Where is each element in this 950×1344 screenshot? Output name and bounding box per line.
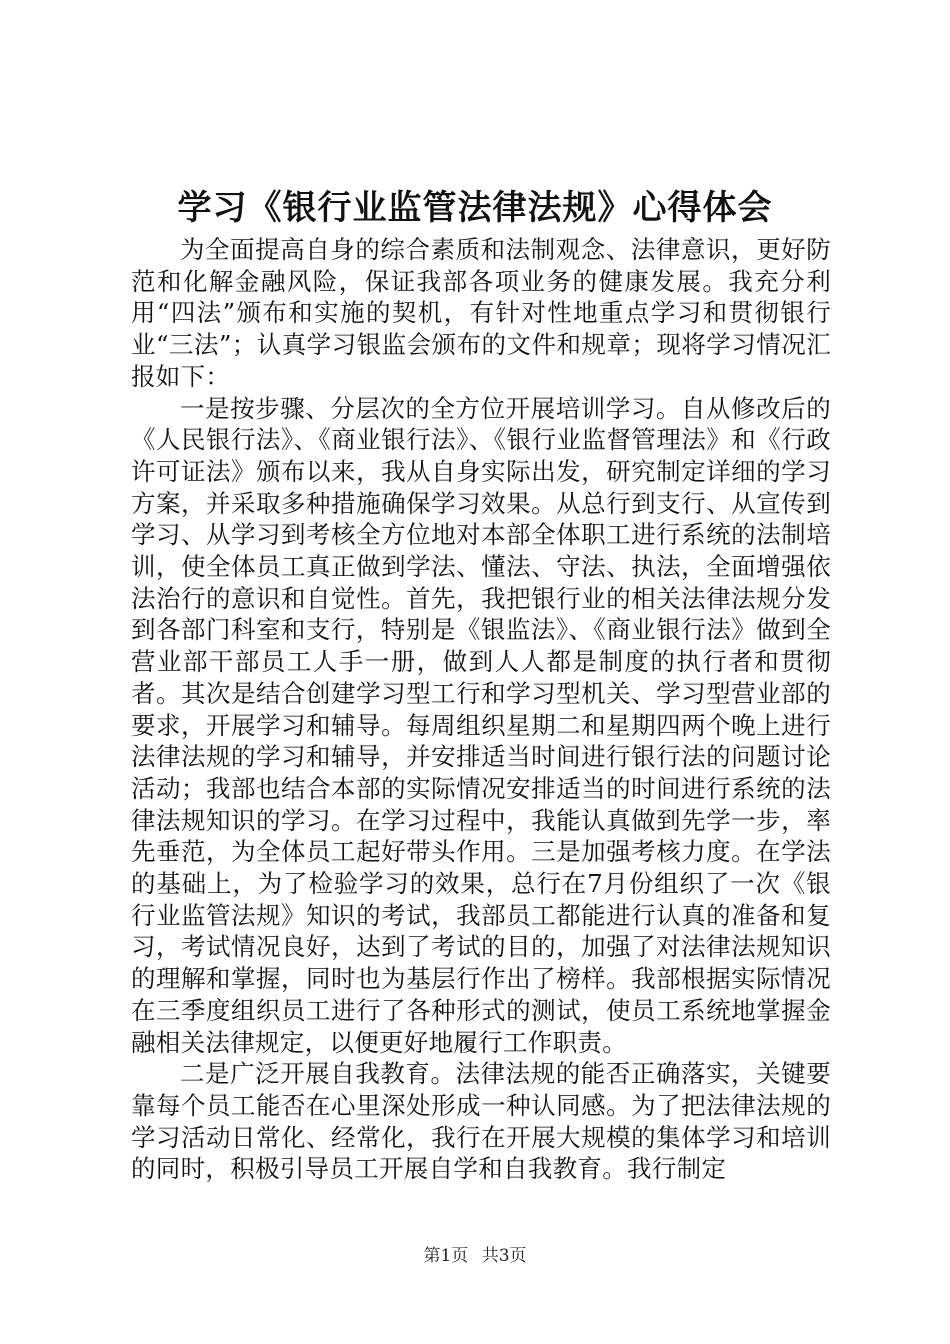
paragraph-point-two: 二是广泛开展自我教育。法律法规的能否正确落实，关键要靠每个员工能否在心里深处形成一种认同感。为了把法律法规的学习活动日常化、经常化，我行在开展大规模的集体学习和培训的同时，积极引导员工开展自学和自我教育。我行制定 — [131, 1059, 831, 1184]
paragraph-point-one: 一是按步骤、分层次的全方位开展培训学习。自从修改后的《人民银行法》、《商业银行法》、《银行业监督管理法》和《行政许可证法》颁布以来，我从自身实际出发，研究制定详细的学习方案，并采取多种措施确保学习效果。从总行到支行、从宣传到学习、从学习到考核全方位地对本部全体职工进行系统的法制培训，使全体员工真正做到学法、懂法、守法、执法，全面增强依法治行的意识和自觉性。首先，我把银行业的相关法律法规分发到各部门科室和支行，特别是《银监法》、《商业银行法》做到全营业部干部员工人手一册，做到人人都是制度的执行者和贯彻者。其次是结合创建学习型工行和学习型机关、学习型营业部的要求，开展学习和辅导。每周组织星期二和星期四两个晚上进行法律法规的学习和辅导，并安排适当时间进行银行法的问题讨论活动；我部也结合本部的实际情况安排适当的时间进行系统的法律法规知识的学习。在学习过程中，我能认真做到先学一步，率先垂范，为全体员工起好带头作用。三是加强考核力度。在学法的基础上，为了检验学习的效果，总行在7月份组织了一次《银行业监管法规》知识的考试，我部员工都能进行认真的准备和复习，考试情况良好，达到了考试的目的，加强了对法律法规知识的理解和掌握，同时也为基层行作出了榜样。我部根据实际情况在三季度组织员工进行了各种形式的测试，使员工系统地掌握金融相关法律规定，以便更好地履行工作职责。 — [131, 393, 831, 1057]
document-body — [131, 234, 831, 1185]
page-total: 共3页 — [481, 1246, 527, 1266]
paragraph-intro: 为全面提高自身的综合素质和法制观念、法律意识，更好防范和化解金融风险，保证我部各项业务的健康发展。我充分利用“四法”颁布和实施的契机，有针对性地重点学习和贯彻银行业“三法”；认真学习银监会颁布的文件和规章；现将学习情况汇报如下： — [131, 235, 831, 391]
document-title: 学习《银行业监管法律法规》心得体会 — [177, 188, 773, 228]
page-footer — [0, 1244, 950, 1268]
page-number: 第1页 — [423, 1246, 469, 1266]
